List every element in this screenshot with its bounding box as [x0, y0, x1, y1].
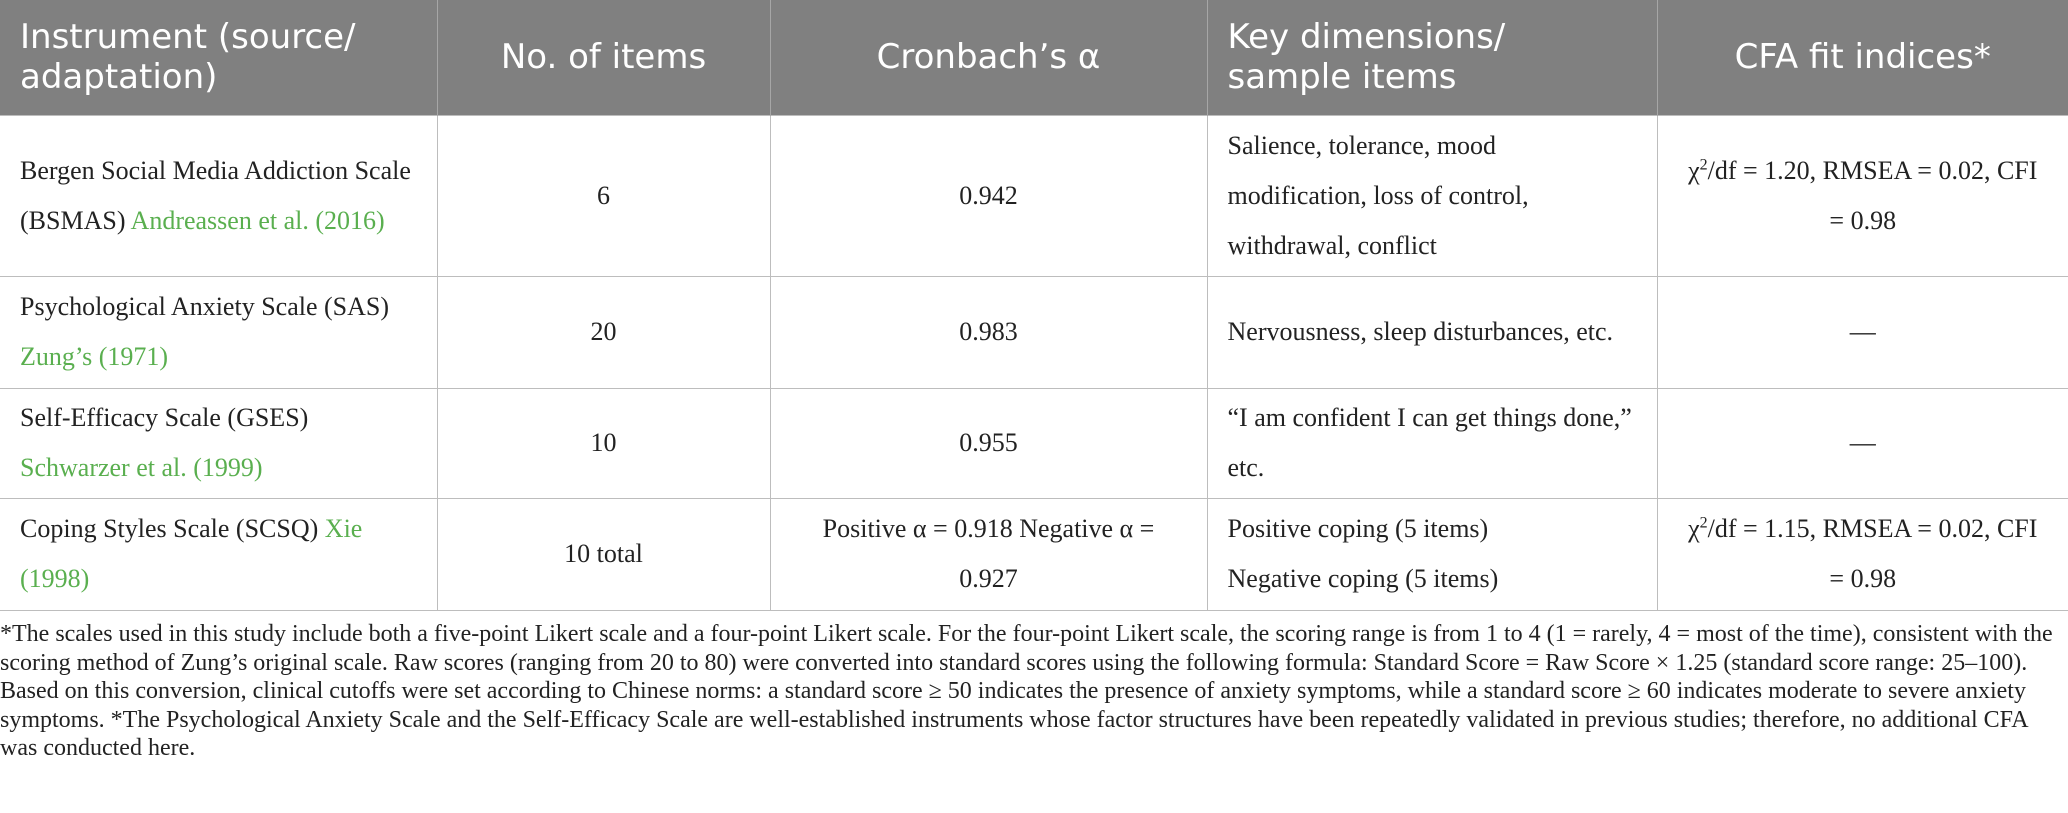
header-items: No. of items [437, 0, 770, 115]
header-cfa: CFA fit indices* [1657, 0, 2068, 115]
citation-link[interactable]: Zung’s (1971) [20, 342, 169, 371]
items-cell: 10 [437, 388, 770, 498]
instrument-name: Self-Efficacy Scale (GSES) [20, 403, 309, 432]
cfa-cell: — [1657, 276, 2068, 388]
items-cell: 10 total [437, 498, 770, 610]
instrument-cell [0, 388, 437, 498]
chi-symbol: χ [1688, 155, 1700, 185]
instrument-name: Bergen Social Media Addiction Scale (BSMAS) [20, 155, 411, 235]
instrument-cell [0, 115, 437, 276]
chi-superscript: 2 [1699, 514, 1708, 532]
instrument-cell [0, 276, 437, 388]
alpha-cell: 0.983 [770, 276, 1207, 388]
table-header-row [0, 0, 2068, 115]
chi-superscript: 2 [1699, 155, 1708, 173]
dimensions-cell: Nervousness, sleep disturbances, etc. [1207, 276, 1657, 388]
cfa-cell [1657, 115, 2068, 276]
header-alpha: Cronbach’s α [770, 0, 1207, 115]
header-instrument: Instrument (source/ adaptation) [20, 17, 356, 98]
dimension-line: Negative coping (5 items) [1227, 564, 1499, 593]
items-cell: 20 [437, 276, 770, 388]
dimensions-cell: “I am confident I can get things done,” etc. [1207, 388, 1657, 498]
dimensions-cell [1207, 498, 1657, 610]
table-row [0, 388, 2068, 498]
cfa-cell [1657, 498, 2068, 610]
chi-symbol: χ [1688, 514, 1700, 543]
cfa-values: /df = 1.15, RMSEA = 0.02, CFI = 0.98 [1707, 514, 2038, 593]
citation-link[interactable]: Xie (1998) [20, 514, 363, 593]
cfa-cell: — [1657, 388, 2068, 498]
instrument-cell [0, 498, 437, 610]
table-row [0, 276, 2068, 388]
cfa-values: /df = 1.20, RMSEA = 0.02, CFI = 0.98 [1707, 155, 2038, 235]
table-row [0, 498, 2068, 610]
header-dimensions: Key dimensions/ sample items [1207, 0, 1657, 115]
instrument-name: Psychological Anxiety Scale (SAS) [20, 292, 390, 321]
alpha-cell: 0.955 [770, 388, 1207, 498]
alpha-cell: 0.942 [770, 115, 1207, 276]
items-cell: 6 [437, 115, 770, 276]
alpha-cell: Positive α = 0.918 Negative α = 0.927 [770, 498, 1207, 610]
citation-link[interactable]: Andreassen et al. (2016) [130, 205, 385, 235]
instrument-name: Coping Styles Scale (SCSQ) [20, 514, 325, 543]
dimension-line: Positive coping (5 items) [1227, 514, 1489, 543]
table-footnote: *The scales used in this study include both a five-point Likert scale and a four-point Likert scale. For the four-point Likert scale, the scoring range is from 1 to 4 (1 = rarely, 4 = most of the time), consistent with the scoring method of Zung’s original scale. Raw scores (ranging from 20 to 80) were converted into standard scores using the following formula: Standard Score = Raw Score × 1.25 (standard score range: 25–100). Based on this conversion, clinical cutoffs were set according to Chinese norms: a standard score ≥ 50 indicates the presence of anxiety symptoms, while a standard score ≥ 60 indicates moderate to severe anxiety symptoms. *The Psychological Anxiety Scale and the Self-Efficacy Scale are well-established instruments whose factor structures have been repeatedly validated in previous studies; therefore, no additional CFA was conducted here. [0, 621, 2053, 761]
table-row [0, 115, 2068, 276]
citation-link[interactable]: Schwarzer et al. (1999) [20, 453, 263, 482]
dimensions-cell: Salience, tolerance, mood modification, loss of control, withdrawal, conflict [1207, 115, 1657, 276]
